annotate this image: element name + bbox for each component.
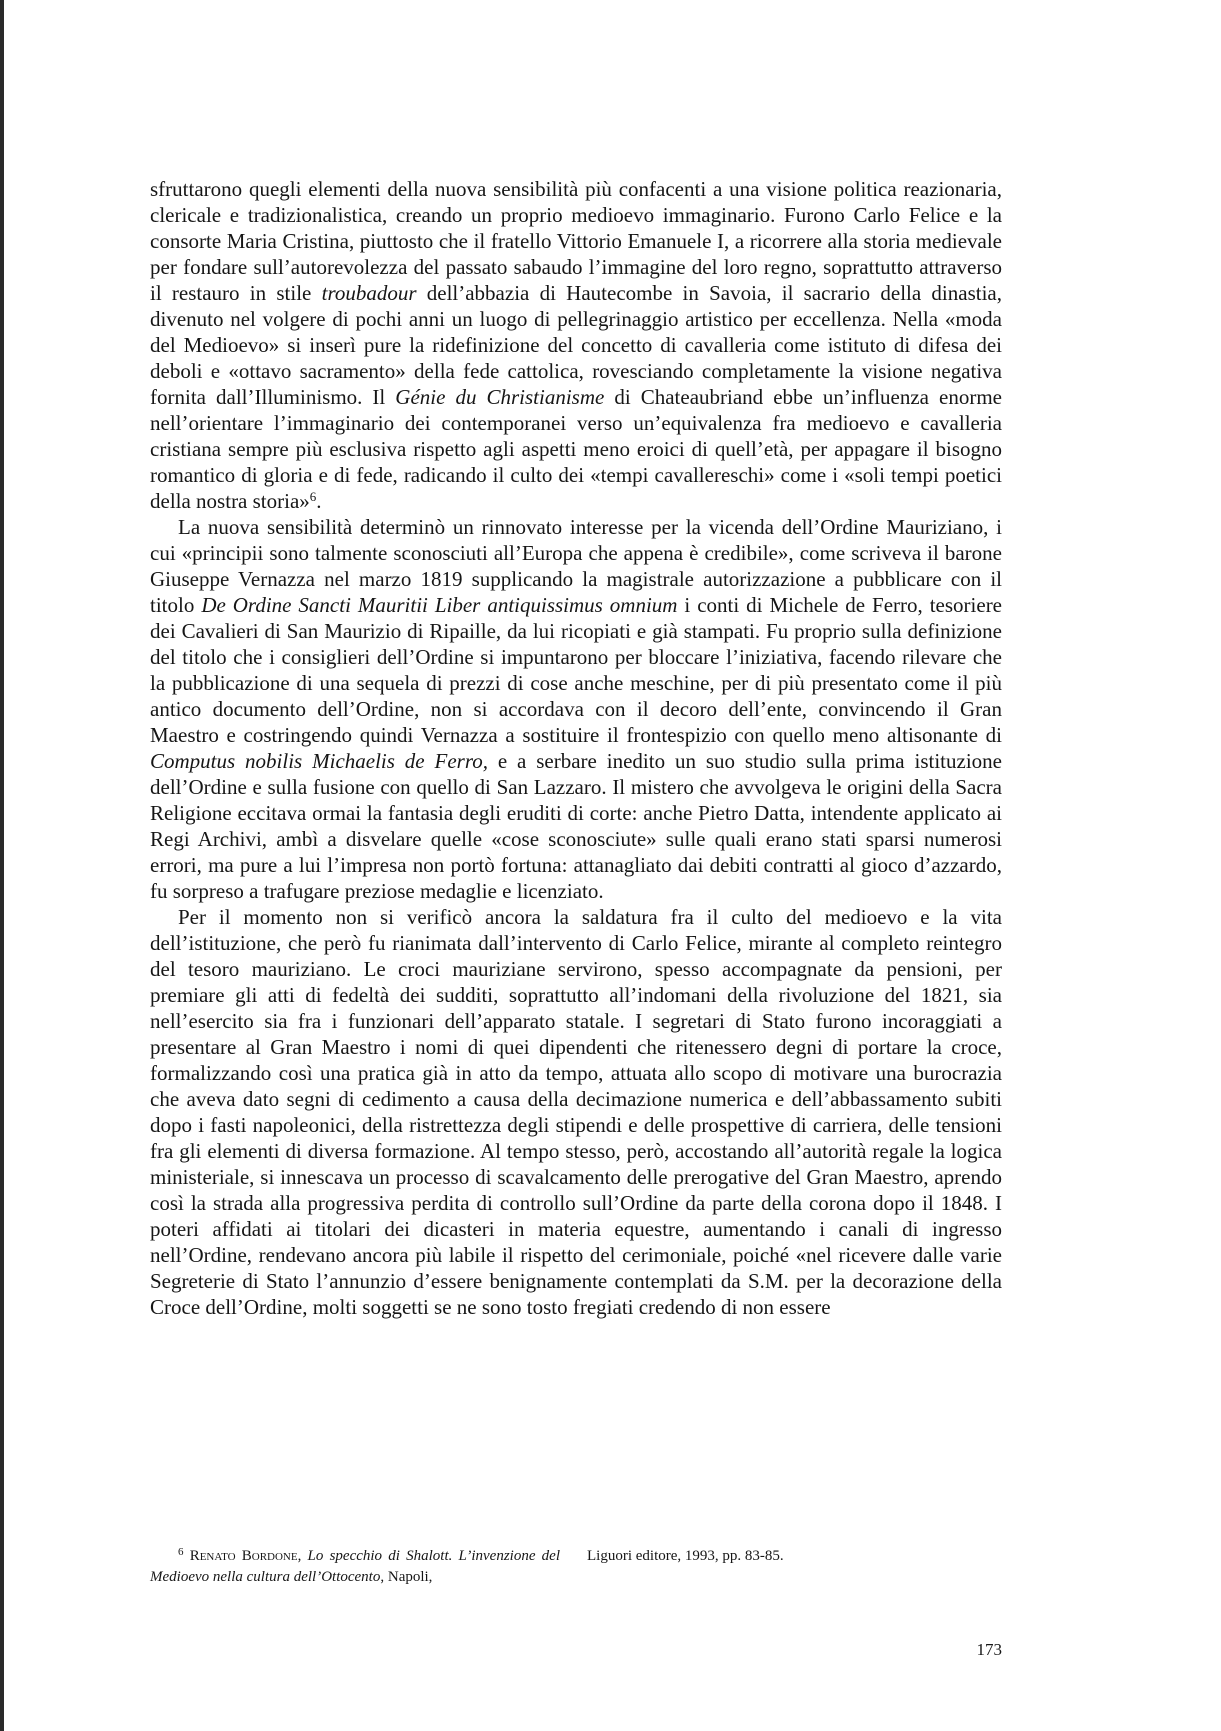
footnote-publisher: Liguori editore, 1993, pp. 83-85. (587, 1548, 784, 1564)
footnote-place: , Napoli, (380, 1569, 433, 1585)
text-run: Per il momento non si verificò ancora la saldatura fra il culto del medioevo e la vita dell’istituzione, che però fu rianimata dall’intervento di Carlo Felice, mirante al completo reintegro del tesoro mauriziano. Le croci mauriziane servirono, spesso accompagnate da pensioni, per premiare gli atti di fedeltà dei sudditi, soprattutto all’indomani della rivoluzione del 1821, sia nell’esercito sia fra i funzionari dell’apparato statale. I segretari di Stato furono incoraggiati a presentare al Gran Maestro i nomi di quei dipendenti che ritenessero degni di portare la croce, formalizzando così una pratica già in atto da tempo, attuata allo scopo di motivare una burocrazia che aveva dato segni di cedimento a causa della decimazione numerica e dell’abbassamento subiti dopo i fasti napoleonici, della ristrettezza degli stipendi e delle prospettive di carriera, delle tensioni fra gli elementi di diversa formazione. Al tempo stesso, però, accostando all’autorità regale la logica ministeriale, si innescava un processo di scavalcamento delle prerogative del Gran Maestro, aprendo così la strada alla progressiva perdita di controllo sull’Ordine da parte della corona dopo il 1848. I poteri affidati ai titolari dei dicasteri in materia equestre, aumentando i canali di ingresso nell’Ordine, rendevano ancora più labile il rispetto del cerimoniale, poiché «nel ricevere dalle varie Segreterie di Stato l’annunzio d’essere benignamente contemplati da S.M. per la decorazione della Croce dell’Ordine, molti soggetti se ne sono tosto fregiati credendo di non essere (150, 905, 1002, 1319)
text-run: La nuova sensibilità determinò un rinnovato interesse per la vicenda dell’Ordine Mauriziano, i cui «principii sono talmente sconosciuti all’Europa che appena è credibile», come scriveva il barone Giuseppe Vernazza nel marzo 1819 supplicando la magistrale autorizzazione a pubblicare con il titolo (150, 515, 1002, 617)
paragraph (150, 514, 1002, 904)
footnote-author: Renato Bordone (189, 1548, 298, 1564)
footnote-separator: , (297, 1548, 308, 1564)
footnote-6-part2 (587, 1546, 1002, 1588)
footnote-6-part1 (150, 1546, 560, 1588)
footnote-number: 6 (178, 1546, 184, 1558)
footnote-title: Lo specchio di Shalott. L’invenzione del Medioevo nella cultura dell’Ottocento (150, 1548, 561, 1585)
italic-title: Computus nobilis Michaelis de Ferro, (150, 749, 488, 773)
page-number: 173 (976, 1640, 1002, 1659)
text-run: . (316, 489, 322, 513)
footnote-reference: 6 (309, 489, 317, 504)
text-run: dell’abbazia di Hautecombe in Savoia, il sacrario della dinastia, divenuto nel volgere di pochi anni un luogo di pellegrinaggio artistico per eccellenza. Nella «moda del Medioevo» si inserì pure la ridefinizione del concetto di cavalleria come istituto di difesa dei deboli e «ottavo sacramento» della fede cattolica, rovesciando completamente la visione negativa fornita dall’Illuminismo. Il (150, 281, 1002, 409)
footnotes (150, 1546, 1002, 1588)
scan-left-edge (0, 0, 4, 1731)
paragraph (150, 904, 1002, 1320)
italic-title: Génie du Christianisme (395, 385, 605, 409)
text-run: e a serbare inedito un suo studio sulla prima istituzione dell’Ordine e sulla fusione con quello di San Lazzaro. Il mistero che avvolgeva le origini della Sacra Religione eccitava ormai la fantasia degli eruditi di corte: anche Pietro Datta, intendente applicato ai Regi Archivi, ambì a disvelare quelle «cose sconosciute» sulle quali erano stati sparsi numerosi errori, ma pure a lui l’impresa non portò fortuna: attanagliato dai debiti contratti al gioco d’azzardo, fu sorpreso a trafugare preziose medaglie e licenziato. (150, 749, 1002, 903)
body-text (150, 176, 1002, 1320)
italic-title: De Ordine Sancti Mauritii Liber antiquissimus omnium (201, 593, 678, 617)
text-run: sfruttarono quegli elementi della nuova sensibilità più confacenti a una visione politica reazionaria, clericale e tradizionalistica, creando un proprio medioevo immaginario. Furono Carlo Felice e la consorte Maria Cristina, piuttosto che il fratello Vittorio Emanuele I, a ricorrere alla storia medievale per fondare sull’autorevolezza del passato sabaudo l’immagine del loro regno, soprattutto attraverso il restauro in stile (150, 177, 1002, 305)
italic-title: troubadour (321, 281, 417, 305)
paragraph (150, 176, 1002, 514)
text-run: i conti di Michele de Ferro, tesoriere dei Cavalieri di San Maurizio di Ripaille, da lui ricopiati e già stampati. Fu proprio sulla definizione del titolo che i consiglieri dell’Ordine si impuntarono per bloccare l’iniziativa, facendo rilevare che la pubblicazione di una sequela di prezzi di cose anche meschine, per di più presentato come il più antico documento dell’Ordine, non si accordava con il decoro dell’ente, convincendo il Gran Maestro e costringendo quindi Vernazza a sostituire il frontespizio con quello meno altisonante di (150, 593, 1003, 747)
text-run: di Chateaubriand ebbe un’influenza enorme nell’orientare l’immaginario dei contemporanei verso un’equivalenza fra medioevo e cavalleria cristiana sempre più esclusiva rispetto agli aspetti meno eroici di quell’età, per appagare il bisogno romantico di gloria e di fede, radicando il culto dei «tempi cavallereschi» come i «soli tempi poetici della nostra storia» (150, 385, 1002, 513)
